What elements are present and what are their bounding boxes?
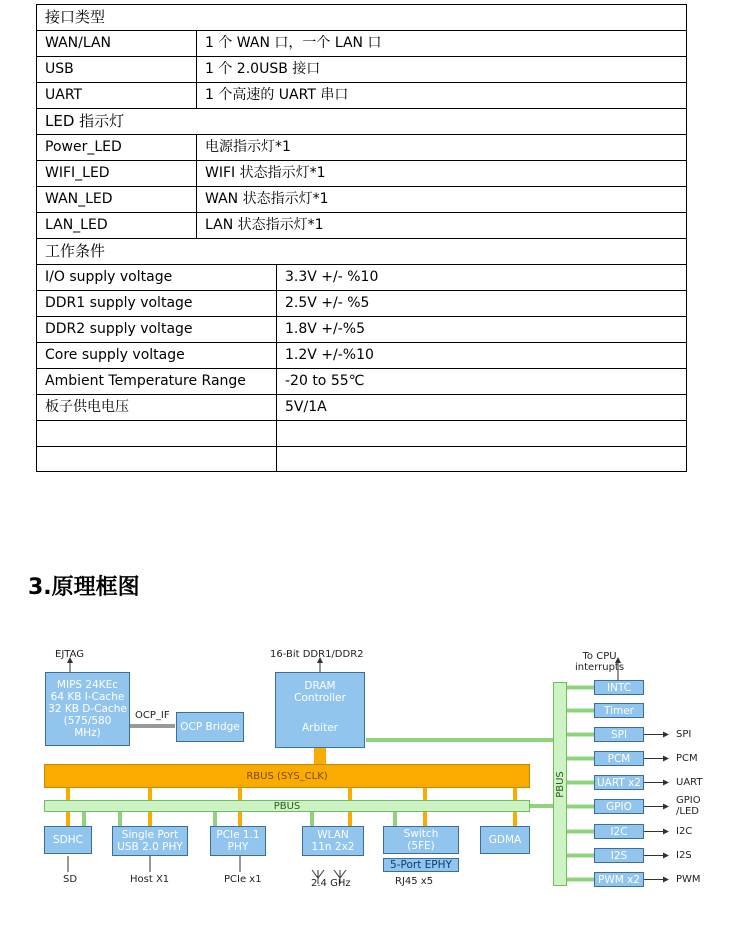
row-name: 板子供电电压 <box>37 395 277 421</box>
row-value: 5V/1A <box>277 395 687 421</box>
periph-block-timer: Timer <box>594 703 644 718</box>
pcie-phy-block: PCIe 1.1 PHY <box>210 826 266 856</box>
row-name: I/O supply voltage <box>37 265 277 291</box>
periph-block-i2c: I2C <box>594 824 644 839</box>
table-section-row <box>37 5 687 31</box>
table-row <box>37 135 687 161</box>
row-name: WIFI_LED <box>37 161 197 187</box>
row-value: 1 个 WAN 口，一个 LAN 口 <box>197 31 687 57</box>
row-name: WAN/LAN <box>37 31 197 57</box>
section-title: 工作条件 <box>37 239 687 265</box>
section-heading: 3.原理框图 <box>28 575 140 600</box>
sd-label: SD <box>63 874 78 885</box>
periph-output-label: I2C <box>676 826 693 837</box>
periph-output-label: PWM <box>676 874 701 885</box>
row-name: Ambient Temperature Range <box>37 369 277 395</box>
row-value: 1.2V +/-%10 <box>277 343 687 369</box>
arbiter-block: Arbiter <box>277 712 363 744</box>
block-diagram <box>0 640 750 934</box>
row-value: 3.3V +/- %10 <box>277 265 687 291</box>
periph-output-label: SPI <box>676 729 692 740</box>
row-name: USB <box>37 57 197 83</box>
table-row <box>37 369 687 395</box>
row-name: DDR1 supply voltage <box>37 291 277 317</box>
table-row <box>37 343 687 369</box>
pbus-bar: PBUS <box>44 800 530 812</box>
section-title: 接口类型 <box>37 5 687 31</box>
empty-row <box>37 421 687 447</box>
sdhc-block: SDHC <box>44 826 92 854</box>
empty-cell <box>277 446 687 472</box>
periph-output-label: UART <box>676 777 703 788</box>
spec-table <box>36 4 687 472</box>
row-value: WAN 状态指示灯*1 <box>197 187 687 213</box>
table-row <box>37 265 687 291</box>
rj45-label: RJ45 x5 <box>395 876 434 887</box>
table-row <box>37 187 687 213</box>
row-name: LAN_LED <box>37 213 197 239</box>
usb-phy-block: Single Port USB 2.0 PHY <box>112 826 188 856</box>
row-value: LAN 状态指示灯*1 <box>197 213 687 239</box>
empty-cell <box>37 421 277 447</box>
host-label: Host X1 <box>130 874 170 885</box>
table-row <box>37 161 687 187</box>
ocp-bridge-block: OCP Bridge <box>176 712 244 742</box>
periph-output-label: I2S <box>676 850 692 861</box>
row-name: Core supply voltage <box>37 343 277 369</box>
periph-block-pwm-x2: PWM x2 <box>594 872 644 887</box>
table-row <box>37 57 687 83</box>
table-row <box>37 83 687 109</box>
gdma-block: GDMA <box>480 826 530 854</box>
table-section-row <box>37 109 687 135</box>
periph-block-pcm: PCM <box>594 751 644 766</box>
row-name: WAN_LED <box>37 187 197 213</box>
periph-block-i2s: I2S <box>594 848 644 863</box>
section-title: LED 指示灯 <box>37 109 687 135</box>
row-name: Power_LED <box>37 135 197 161</box>
dram-controller: DRAM Controller <box>277 676 363 708</box>
ephy-block: 5-Port EPHY <box>383 858 459 872</box>
row-value: 1 个 2.0USB 接口 <box>197 57 687 83</box>
ejtag-label: EJTAG <box>55 649 85 660</box>
ghz-label: 2.4 GHz <box>311 878 351 889</box>
row-value: 电源指示灯*1 <box>197 135 687 161</box>
table-row <box>37 317 687 343</box>
empty-cell <box>37 446 277 472</box>
cpu-interrupts-label: To CPU interrupts <box>575 651 625 673</box>
periph-block-spi: SPI <box>594 727 644 742</box>
periph-block-uart-x2: UART x2 <box>594 775 644 790</box>
ddr-label: 16-Bit DDR1/DDR2 <box>270 649 364 660</box>
row-value: 1 个高速的 UART 串口 <box>197 83 687 109</box>
pbus-vertical: PBUS <box>553 682 567 886</box>
cpu-block: MIPS 24KEc 64 KB I-Cache 32 KB D-Cache (575/580 MHz) <box>45 672 130 746</box>
row-name: DDR2 supply voltage <box>37 317 277 343</box>
pcie-label: PCIe x1 <box>224 874 262 885</box>
row-value: 1.8V +/-%5 <box>277 317 687 343</box>
row-name: UART <box>37 83 197 109</box>
ocp-if-label: OCP_IF <box>135 710 170 721</box>
empty-row <box>37 446 687 472</box>
table-row <box>37 395 687 421</box>
periph-output-label: PCM <box>676 753 698 764</box>
table-section-row <box>37 239 687 265</box>
row-value: WIFI 状态指示灯*1 <box>197 161 687 187</box>
table-row <box>37 31 687 57</box>
wlan-block: WLAN 11n 2x2 <box>302 826 364 856</box>
periph-block-intc: INTC <box>594 680 644 695</box>
row-value: -20 to 55℃ <box>277 369 687 395</box>
row-value: 2.5V +/- %5 <box>277 291 687 317</box>
periph-block-gpio: GPIO <box>594 799 644 814</box>
empty-cell <box>277 421 687 447</box>
table-row <box>37 213 687 239</box>
switch-block: Switch (5FE) <box>383 826 459 854</box>
periph-output-label: GPIO /LED <box>676 795 701 817</box>
rbus-bar: RBUS (SYS_CLK) <box>44 764 530 788</box>
table-row <box>37 291 687 317</box>
